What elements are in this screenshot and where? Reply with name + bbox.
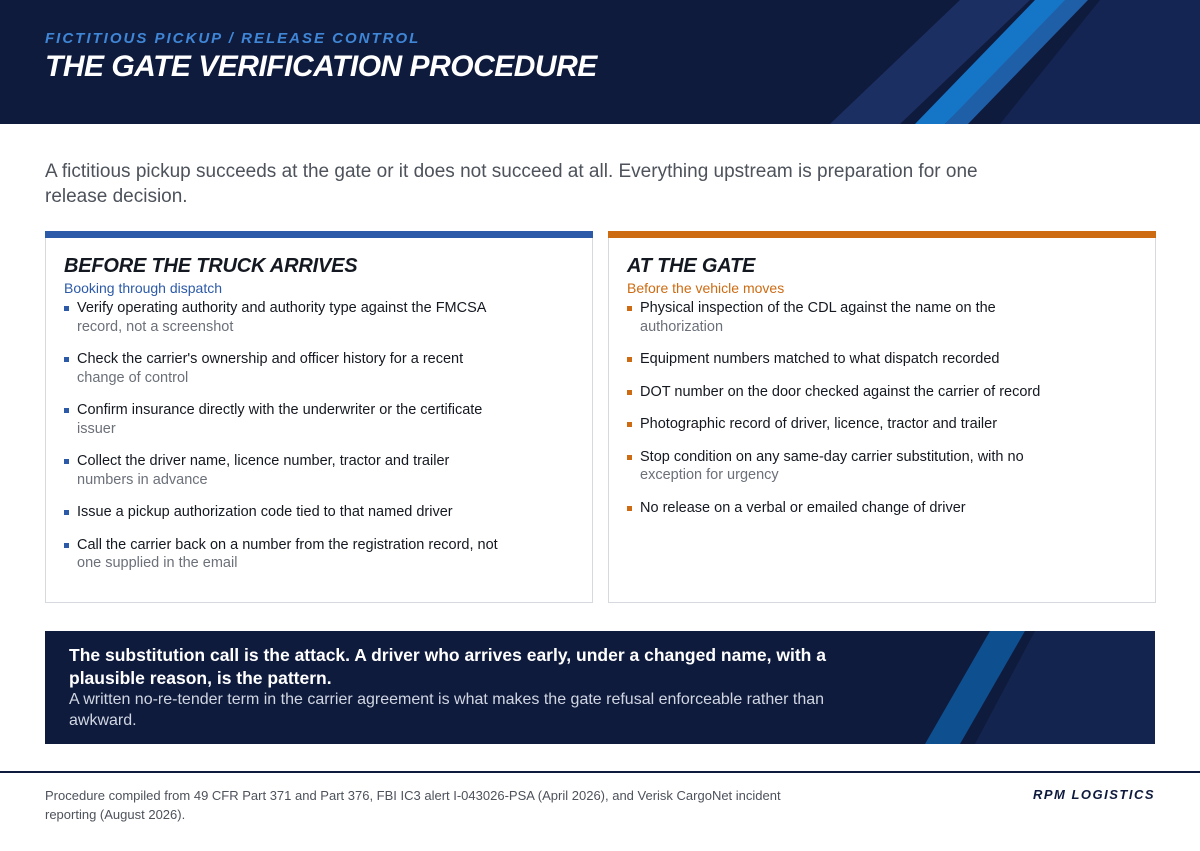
before-truck-arrives-card: [45, 231, 593, 603]
checklist-item: Confirm insurance directly with the underwriter or the certificate issuer: [64, 401, 524, 438]
checklist: [627, 299, 1087, 531]
square-bullet-icon: [64, 357, 69, 362]
card-subtitle: Booking through dispatch: [64, 280, 222, 296]
checklist: [64, 299, 524, 587]
brand-logo-text: RPM LOGISTICS: [1032, 787, 1155, 802]
square-bullet-icon: [64, 408, 69, 413]
callout-banner: [45, 631, 1155, 744]
square-bullet-icon: [627, 390, 632, 395]
callout-headline: The substitution call is the attack. A driver who arrives early, under a changed name, with a plausible reason, is the pattern.: [69, 645, 826, 688]
checklist-item: Stop condition on any same-day carrier substitution, with no exception for urgency: [627, 448, 1087, 485]
square-bullet-icon: [627, 455, 632, 460]
checklist-item: Call the carrier back on a number from the registration record, not one supplied in the email: [64, 536, 524, 573]
card-accent-bar: [45, 231, 593, 238]
checklist-item: Physical inspection of the CDL against the name on the authorization: [627, 299, 1087, 336]
square-bullet-icon: [627, 306, 632, 311]
callout-body: A written no-re-tender term in the carrier agreement is what makes the gate refusal enforceable rather than awkward.: [69, 691, 825, 729]
page-title: THE GATE VERIFICATION PROCEDURE: [45, 50, 597, 83]
page-header: [0, 0, 1200, 124]
square-bullet-icon: [627, 422, 632, 427]
lead-paragraph: A fictitious pickup succeeds at the gate or it does not succeed at all. Everything upstream is preparation for one release decision.: [45, 161, 978, 207]
card-subtitle: Before the vehicle moves: [627, 280, 785, 296]
card-title: BEFORE THE TRUCK ARRIVES: [64, 255, 358, 277]
checklist-item: Verify operating authority and authority type against the FMCSA record, not a screenshot: [64, 299, 524, 336]
checklist-item: Equipment numbers matched to what dispatch recorded: [627, 350, 1087, 369]
header-eyebrow: FICTITIOUS PICKUP / RELEASE CONTROL: [45, 30, 421, 47]
checklist-item: Photographic record of driver, licence, tractor and trailer: [627, 415, 1087, 434]
checklist-item: No release on a verbal or emailed change of driver: [627, 499, 1087, 518]
card-title: AT THE GATE: [627, 255, 756, 277]
square-bullet-icon: [64, 543, 69, 548]
square-bullet-icon: [627, 357, 632, 362]
at-the-gate-card: [608, 231, 1156, 603]
square-bullet-icon: [64, 459, 69, 464]
checklist-item: Issue a pickup authorization code tied to that named driver: [64, 503, 524, 522]
square-bullet-icon: [627, 506, 632, 511]
footer-divider: [0, 771, 1200, 773]
checklist-item: Collect the driver name, licence number, tractor and trailer numbers in advance: [64, 452, 524, 489]
card-accent-bar: [608, 231, 1156, 238]
source-note: Procedure compiled from 49 CFR Part 371 and Part 376, FBI IC3 alert I-043026-PSA (April 2026), and Verisk CargoNet incident reporting (August 2026).: [45, 788, 781, 822]
square-bullet-icon: [64, 510, 69, 515]
checklist-item: Check the carrier's ownership and officer history for a recent change of control: [64, 350, 524, 387]
square-bullet-icon: [64, 306, 69, 311]
checklist-item: DOT number on the door checked against the carrier of record: [627, 383, 1087, 402]
